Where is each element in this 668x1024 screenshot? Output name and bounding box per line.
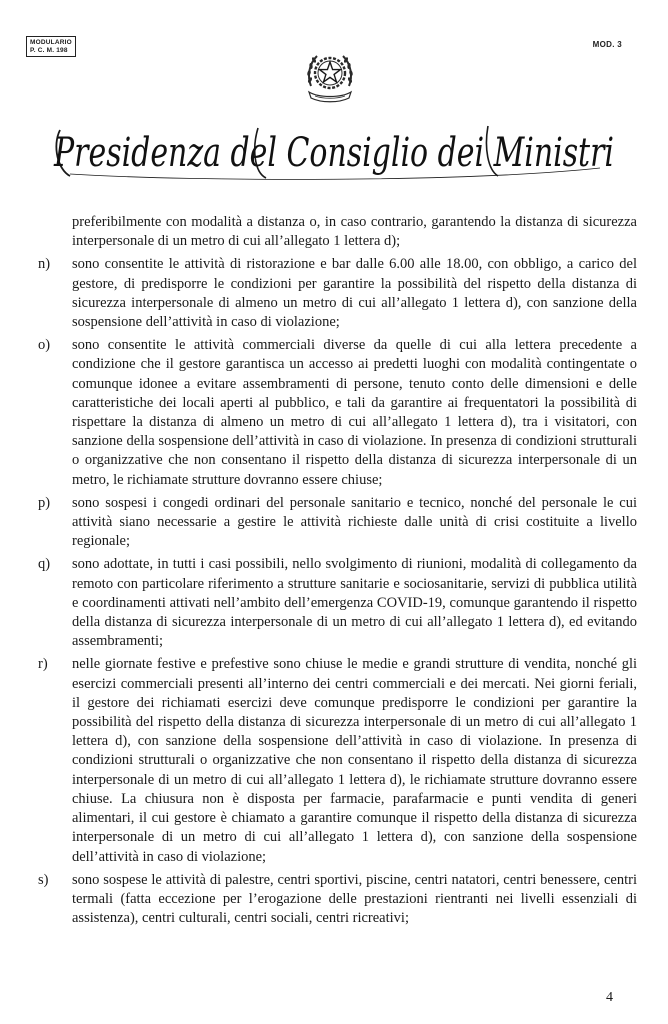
modulario-stamp bbox=[26, 36, 76, 57]
list-item-letter: s) bbox=[38, 871, 49, 888]
list-item-letter: o) bbox=[38, 337, 51, 354]
list-item-letter: r) bbox=[38, 656, 48, 673]
list-item-p bbox=[38, 494, 637, 552]
document-body bbox=[38, 213, 637, 932]
page-number: 4 bbox=[606, 990, 613, 1005]
form-model-label: MOD. 3 bbox=[592, 40, 622, 49]
italian-republic-emblem-icon bbox=[301, 46, 359, 108]
list-item-text: nelle giornate festive e prefestive sono chiuse le medie e grandi strutture di vendita, nonché gli esercizi commerciali presenti all’interno dei centri commerciali e dei mercati. Nei giorni feriali, il gestore dei richiamati esercizi deve comunque predisporre le condizioni per garantire la possibilità del rispetto della distanza di sicurezza interpersonale di un metro di cui all’allegato 1 lettera d), con sanzione della sospensione dell’attività in caso di violazione. In presenza di condizioni strutturali o organizzative che non consentano il rispetto della distanza di sicurezza interpersonale di un metro di cui all’allegato 1 lettera d), le richiamate strutture dovranno essere chiuse. La chiusura non è disposta per farmacie, parafarmacie e punti vendita di generi alimentari, il cui gestore è chiamato a garantire comunque il rispetto della distanza di sicurezza interpersonale di un metro di cui all’allegato 1 lettera d), con sanzione della sospensione dell’attività in caso di violazione; bbox=[72, 656, 637, 865]
list-item-text: sono sospesi i congedi ordinari del personale sanitario e tecnico, nonché del personale le cui attività siano necessarie a gestire le attività richieste dalle unità di crisi costituite a livello regionale; bbox=[72, 494, 637, 550]
list-item-text: sono sospese le attività di palestre, centri sportivi, piscine, centri natatori, centri benessere, centri termali (fatta eccezione per l’erogazione delle prestazioni rientranti nei livelli essenziali di assistenza), centri culturali, centri sociali, centri ricreativi; bbox=[72, 871, 637, 927]
list-item-s bbox=[38, 871, 637, 929]
modulario-line-2: P. C. M. 198 bbox=[30, 47, 68, 54]
list-item-text: sono consentite le attività commerciali diverse da quelle di cui alla lettera precedente a condizione che il gestore garantisca un accesso ai predetti luoghi con modalità contingentate o comunque idonee a evitare assembramenti di persone, tenuto conto delle dimensioni e delle caratteristiche dei locali aperti al pubblico, e tali da garantire ai frequentatori la possibilità di rispettare la distanza di almeno un metro di cui all’allegato 1 lettera d), tra i visitatori, con sanzione della sospensione dell’attività in caso di violazione. In presenza di condizioni strutturali o organizzative che non consentano il rispetto della distanza di sicurezza interpersonale di un metro, le richiamate strutture dovranno essere chiuse; bbox=[72, 337, 637, 488]
institution-script-title bbox=[0, 108, 668, 188]
list-item-r bbox=[38, 655, 637, 866]
list-item-q bbox=[38, 555, 637, 651]
continuation-paragraph bbox=[72, 213, 637, 251]
list-item-letter: q) bbox=[38, 556, 51, 573]
list-item-text: sono adottate, in tutti i casi possibili, nello svolgimento di riunioni, modalità di collegamento da remoto con particolare riferimento a strutture sanitarie e sociosanitarie, servizi di pubblica utilità e coordinamenti attivati nell’ambito dell’emergenza COVID-19, comunque garantendo il rispetto della distanza di sicurezza interpersonale di un metro di cui all’allegato 1 lettera d), ed evitando assembramenti; bbox=[72, 556, 637, 650]
modulario-line-1: MODULARIO bbox=[30, 39, 72, 46]
continuation-text: preferibilmente con modalità a distanza o, in caso contrario, garantendo la distanza di sicurezza interpersonale di un metro di cui all’allegato 1 lettera d); bbox=[72, 214, 637, 250]
script-title-text: Presidenza del Consiglio dei Ministri bbox=[53, 130, 614, 176]
list-item-n bbox=[38, 255, 637, 332]
list-item-text: sono consentite le attività di ristorazione e bar dalle 6.00 alle 18.00, con obbligo, a carico del gestore, di predisporre le condizioni per garantire la possibilità del rispetto della distanza di sicurezza interpersonale di almeno un metro di cui all’allegato 1 lettera d), con sanzione della sospensione dell’attività in caso di violazione; bbox=[72, 256, 637, 331]
list-item-o bbox=[38, 336, 637, 490]
list-item-letter: n) bbox=[38, 256, 51, 273]
list-item-letter: p) bbox=[38, 494, 51, 511]
